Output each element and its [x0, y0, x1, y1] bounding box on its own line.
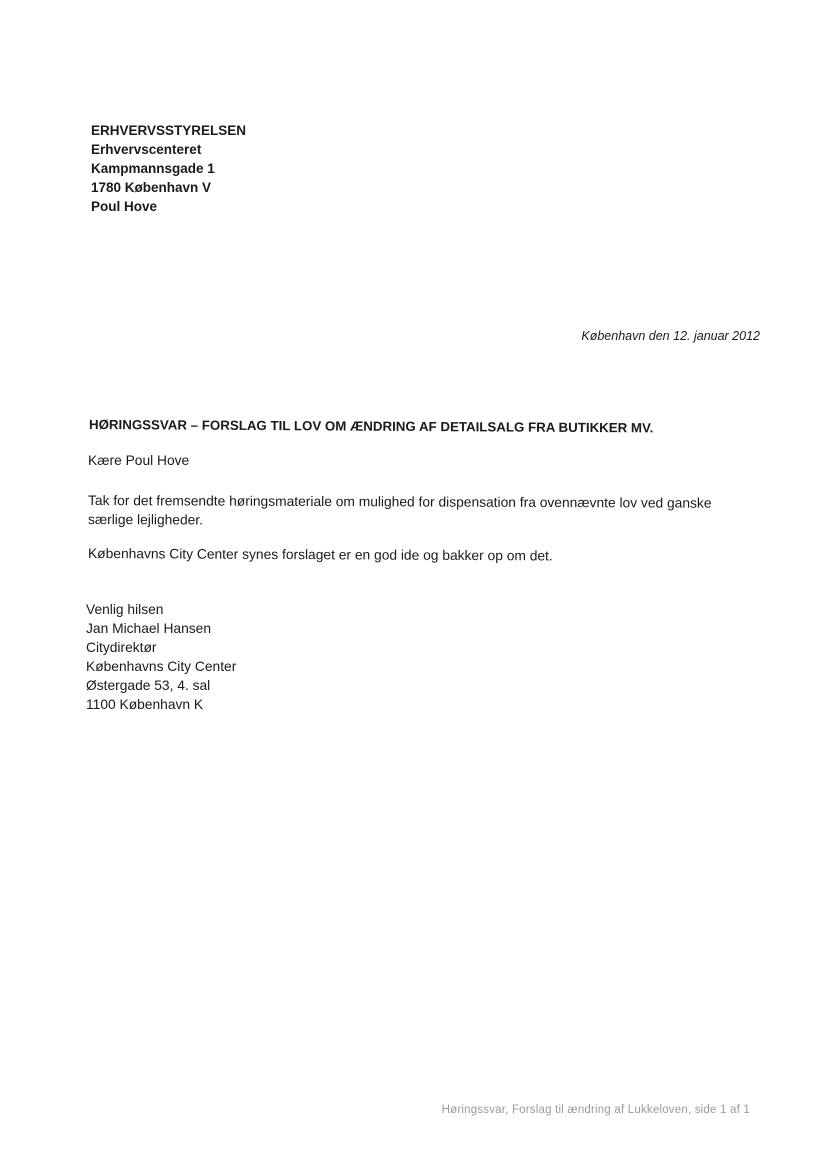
recipient-line-1: ERHVERVSSTYRELSEN: [91, 123, 247, 138]
signoff-organization: Københavns City Center: [86, 659, 237, 674]
recipient-line-4: 1780 København V: [91, 180, 212, 195]
body-paragraph-2: Københavns City Center synes forslaget er en god ide og bakker op om det.: [87, 546, 553, 564]
recipient-line-2: Erhvervscenteret: [91, 142, 202, 157]
recipient-line-5: Poul Hove: [91, 199, 158, 214]
signature-block: [86, 600, 236, 714]
signoff-address: Østergade 53, 4. sal: [86, 678, 211, 693]
signoff-title: Citydirektør: [86, 640, 157, 655]
signoff-postal: 1100 København K: [86, 697, 204, 712]
recipient-address: [91, 121, 246, 216]
page-footer: Høringssvar, Forslag til ændring af Lukkeloven, side 1 af 1: [441, 1104, 750, 1116]
body-paragraph-1: Tak for det fremsendte høringsmateriale om mulighed for dispensation fra ovennævnte lov ved ganske særlige lejligheder.: [87, 493, 712, 528]
signoff-greeting: Venlig hilsen: [86, 602, 164, 617]
recipient-line-3: Kampmannsgade 1: [91, 161, 215, 176]
signoff-name: Jan Michael Hansen: [86, 621, 212, 636]
letter-date: København den 12. januar 2012: [581, 329, 760, 343]
salutation: Kære Poul Hove: [88, 453, 190, 468]
letter-subject: HØRINGSSVAR – FORSLAG TIL LOV OM ÆNDRING AF DETAILSALG FRA BUTIKKER MV.: [88, 417, 654, 436]
